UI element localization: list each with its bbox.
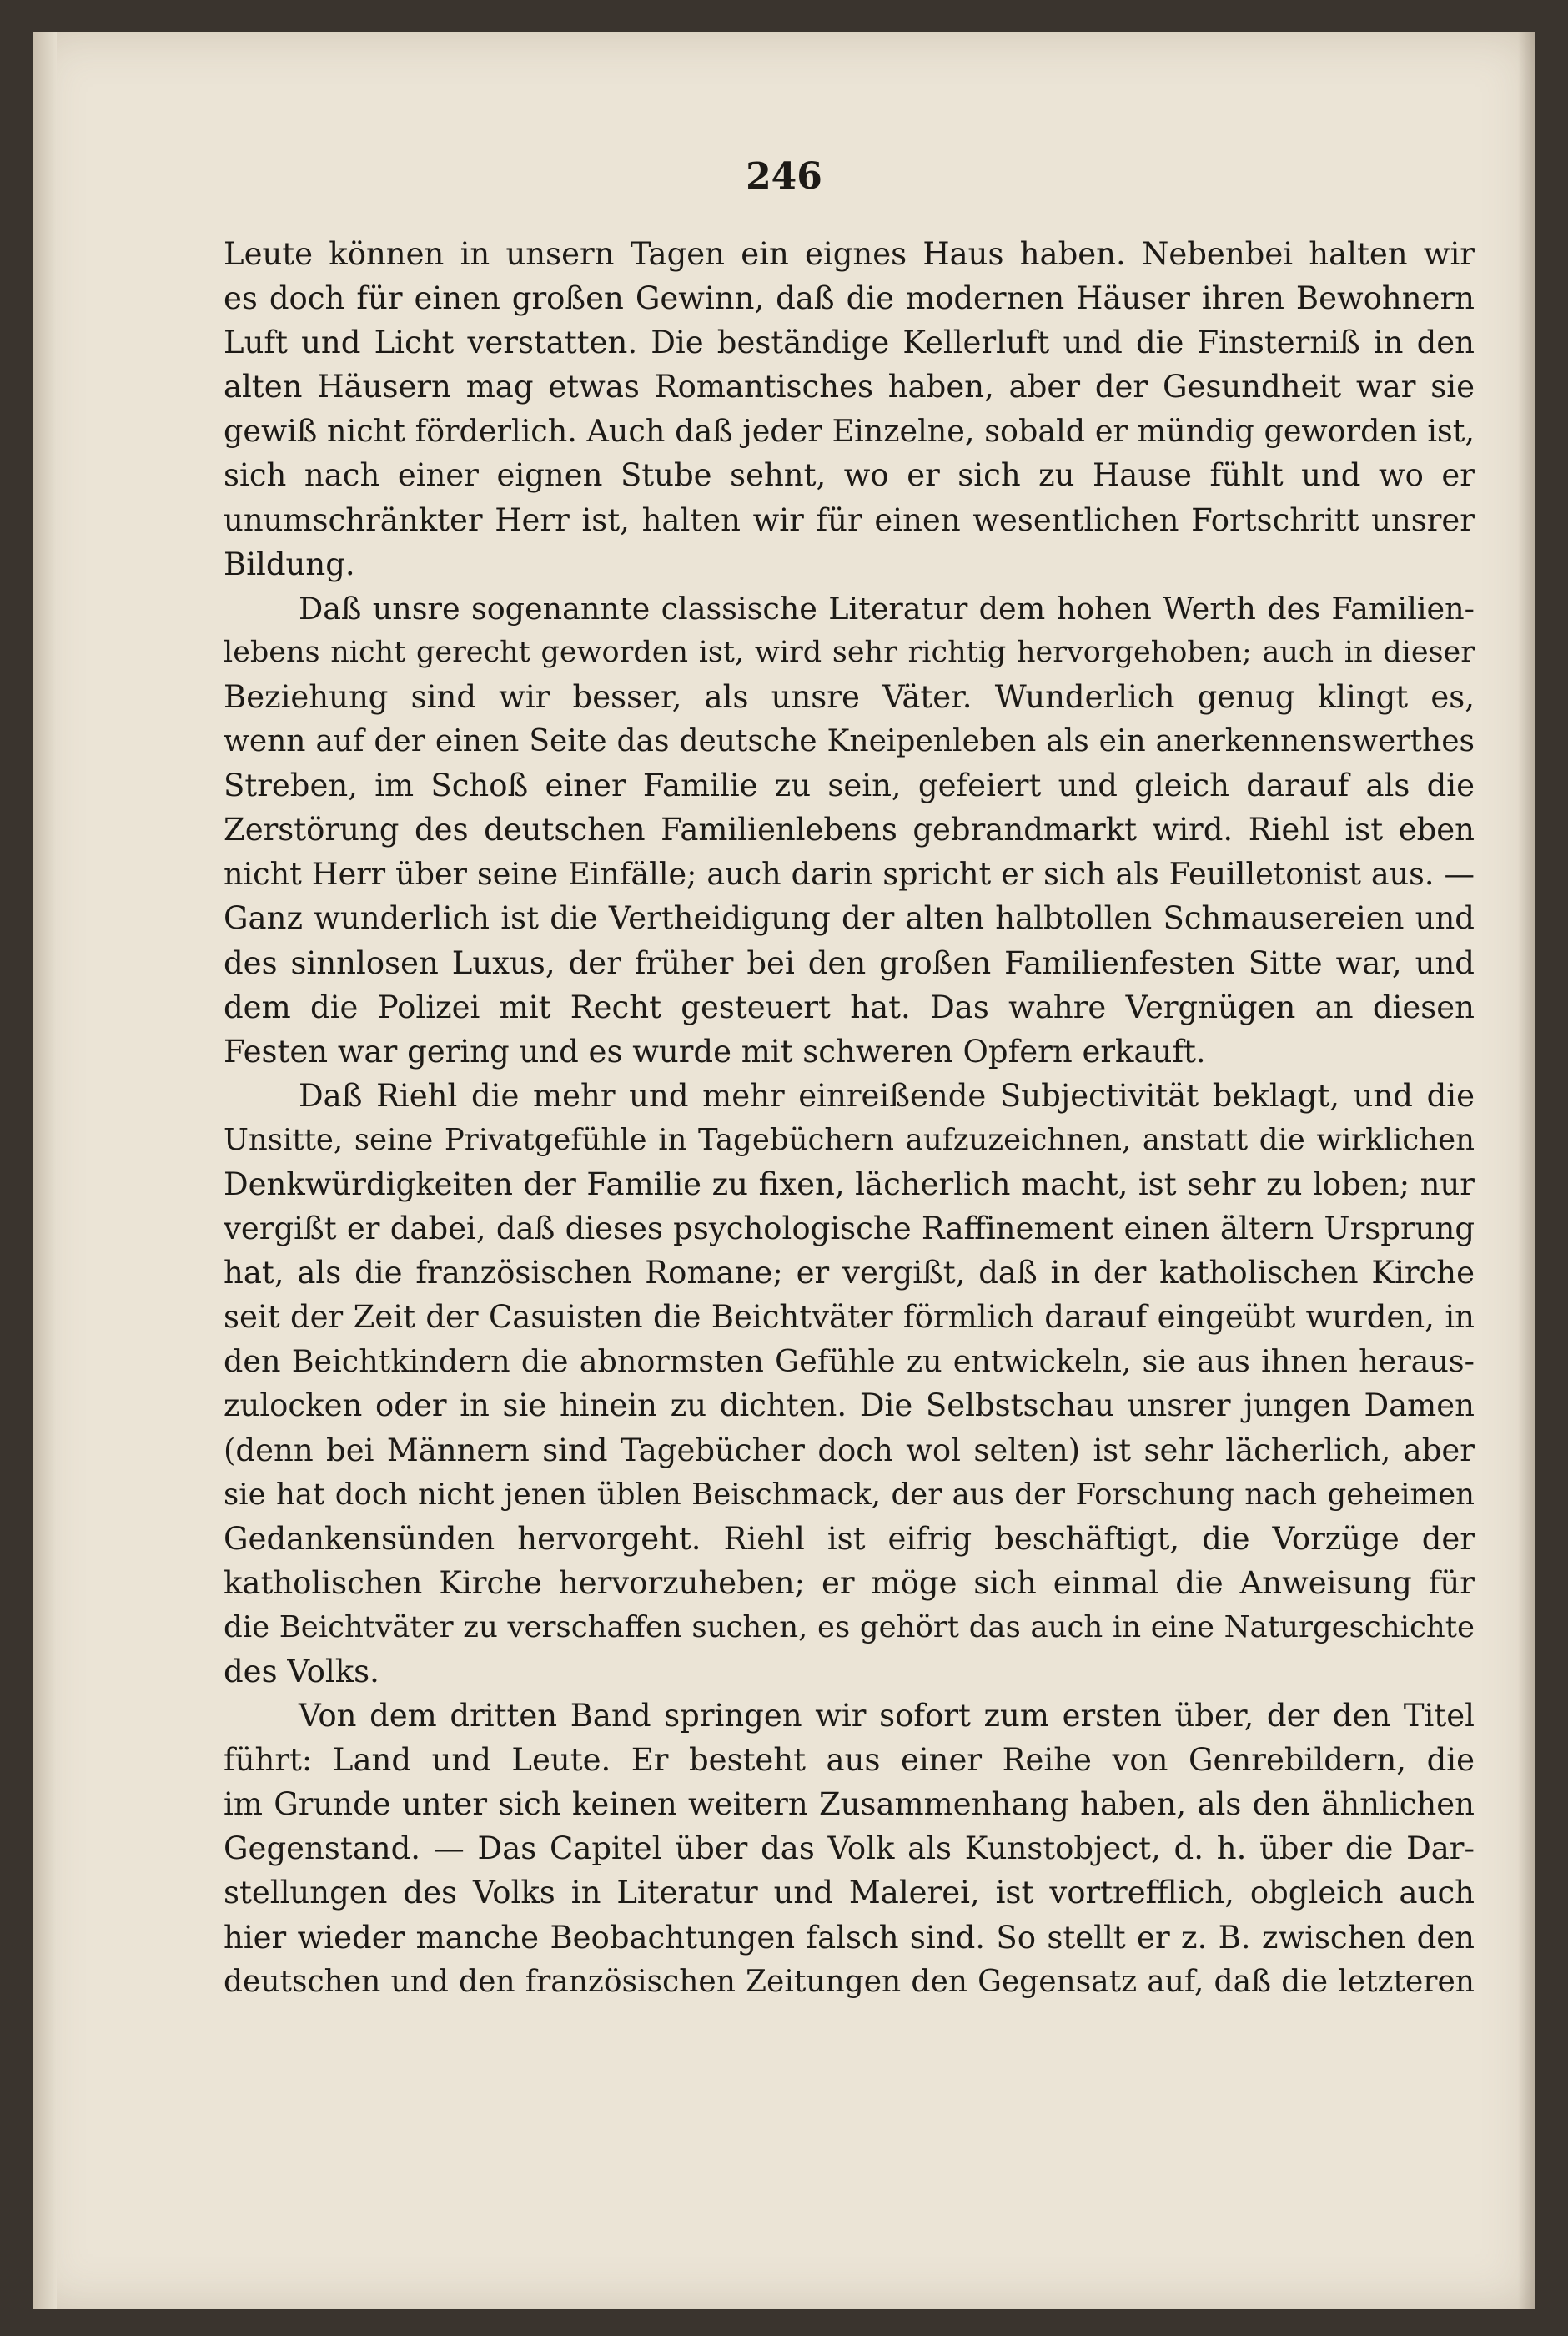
text-line: des sinnlosen Luxus, der früher bei den großen Familienfesten Sitte war, und — [224, 944, 1475, 981]
text-line: Daß unsre sogenannte classische Literatur dem hohen Werth des Familien- — [299, 590, 1475, 627]
text-line: katholischen Kirche hervorzuheben; er möge sich einmal die Anweisung für — [224, 1564, 1475, 1601]
text-line: zulocken oder in sie hinein zu dichten. Die Selbstschau unsrer jungen Damen — [224, 1387, 1475, 1424]
text-line: Beziehung sind wir besser, als unsre Väter. Wunderlich genug klingt es, — [224, 678, 1475, 715]
text-line: Unsitte, seine Privatgefühle in Tagebüchern aufzuzeichnen, anstatt die wirklichen — [224, 1122, 1475, 1157]
text-line: Streben, im Schoß einer Familie zu sein, gefeiert und gleich darauf als die — [224, 768, 1475, 804]
text-line: dem die Polizei mit Recht gesteuert hat. Das wahre Vergnügen an diesen — [224, 989, 1475, 1025]
text-line: Denkwürdigkeiten der Familie zu fixen, lächerlich macht, ist sehr zu loben; nur — [224, 1165, 1475, 1202]
text-line: seit der Zeit der Casuisten die Beichtväter förmlich darauf eingeübt wurden, in — [224, 1299, 1475, 1336]
text-line: hat, als die französischen Romane; er vergißt, daß in der katholischen Kirche — [224, 1255, 1475, 1291]
text-line: es doch für einen großen Gewinn, daß die modernen Häuser ihren Bewohnern — [224, 280, 1475, 317]
text-line: Ganz wunderlich ist die Vertheidigung der alten halbtollen Schmausereien und — [224, 900, 1475, 937]
text-line: stellungen des Volks in Literatur und Malerei, ist vortrefflich, obgleich auch — [224, 1875, 1475, 1911]
text-line: unumschränkter Herr ist, halten wir für einen wesentlichen Fortschritt unsrer — [224, 501, 1475, 538]
text-line: die Beichtväter zu verschaffen suchen, es gehört das auch in eine Naturgeschichte — [224, 1609, 1475, 1644]
text-line: Zerstörung des deutschen Familienlebens gebrandmarkt wird. Riehl ist eben — [224, 812, 1475, 848]
text-line: sie hat doch nicht jenen üblen Beischmack, der aus der Forschung nach geheimen — [224, 1477, 1475, 1512]
text-line: nicht Herr über seine Einfälle; auch darin spricht er sich als Feuilletonist aus. — — [224, 856, 1475, 893]
text-line: im Grunde unter sich keinen weitern Zusammenhang haben, als den ähnlichen — [224, 1786, 1475, 1823]
text-line: Daß Riehl die mehr und mehr einreißende Subjectivität beklagt, und die — [299, 1077, 1475, 1114]
text-line: wenn auf der einen Seite das deutsche Kneipenleben als ein anerkennenswerthes — [224, 724, 1475, 759]
text-line: vergißt er dabei, daß dieses psychologische Raffinement einen ältern Ursprung — [224, 1211, 1475, 1247]
text-line: Leute können in unsern Tagen ein eignes Haus haben. Nebenbei halten wir — [224, 236, 1475, 272]
text-line: Von dem dritten Band springen wir sofort zum ersten über, der den Titel — [299, 1698, 1475, 1734]
text-line: (denn bei Männern sind Tagebücher doch wol selten) ist sehr lächerlich, aber — [224, 1432, 1475, 1468]
page-right-edge — [1518, 32, 1535, 2309]
page-number: 246 — [746, 155, 822, 198]
text-line: Bildung. — [224, 546, 355, 582]
text-line: deutschen und den französischen Zeitungen den Gegensatz auf, daß die letzteren — [224, 1964, 1475, 1999]
text-line: Luft und Licht verstatten. Die beständige Kellerluft und die Finsterniß in den — [224, 325, 1475, 361]
text-line: hier wieder manche Beobachtungen falsch sind. So stellt er z. B. zwischen den — [224, 1919, 1475, 1956]
body-text — [224, 232, 1475, 2218]
text-line: Festen war gering und es wurde mit schweren Opfern erkauft. — [224, 1033, 1206, 1070]
text-line: des Volks. — [224, 1654, 379, 1689]
text-line: gewiß nicht förderlich. Auch daß jeder Einzelne, sobald er mündig geworden ist, — [224, 413, 1475, 450]
text-line: sich nach einer eignen Stube sehnt, wo er sich zu Hause fühlt und wo er — [224, 457, 1475, 494]
text-line: alten Häusern mag etwas Romantisches haben, aber der Gesundheit war sie — [224, 369, 1475, 405]
text-line: lebens nicht gerecht geworden ist, wird sehr richtig hervorgehoben; auch in dieser — [224, 635, 1475, 669]
text-line: Gedankensünden hervorgeht. Riehl ist eifrig beschäftigt, die Vorzüge der — [224, 1520, 1475, 1557]
page-gutter-edge — [33, 32, 57, 2309]
text-line: führt: Land und Leute. Er besteht aus einer Reihe von Genrebildern, die — [224, 1742, 1475, 1779]
text-line: Gegenstand. — Das Capitel über das Volk als Kunstobject, d. h. über die Dar- — [224, 1830, 1475, 1867]
text-line: den Beichtkindern die abnormsten Gefühle zu entwickeln, sie aus ihnen heraus- — [224, 1343, 1475, 1380]
